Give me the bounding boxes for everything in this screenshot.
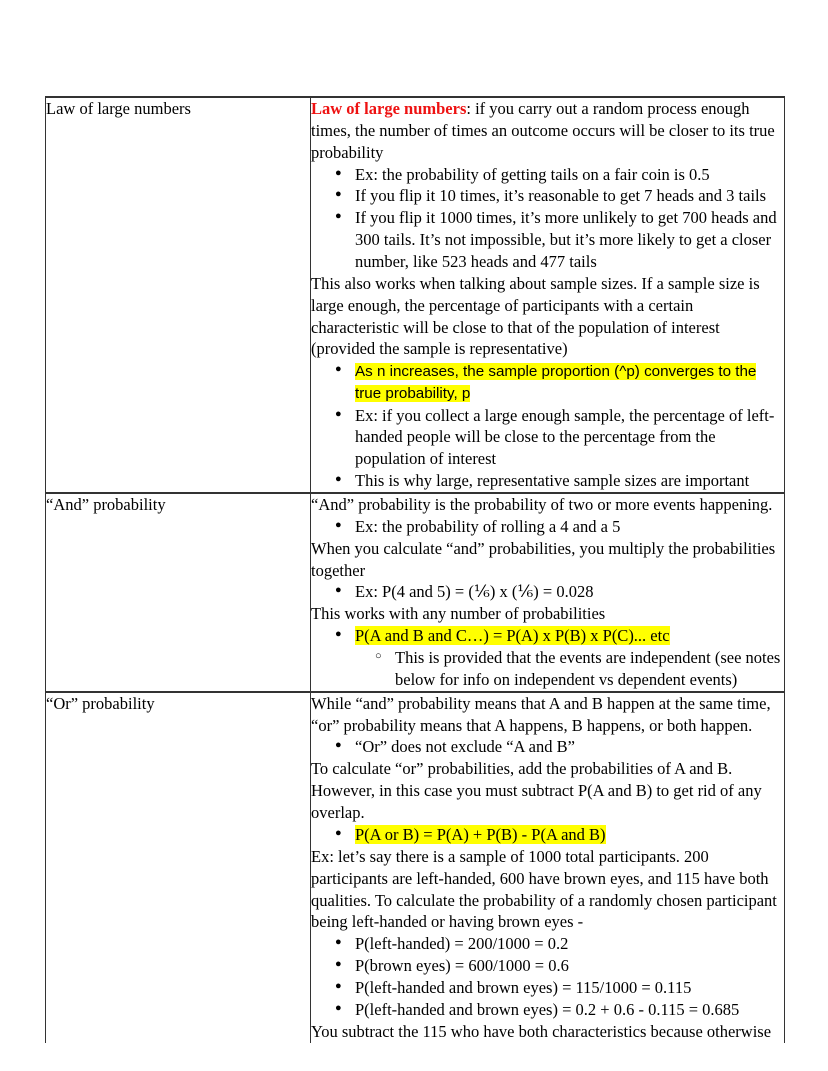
bullet-list-or-calculations	[311, 933, 784, 1020]
list-item: ● P(left-handed and brown eyes) = 115/1000 = 0.115	[355, 977, 784, 999]
bullet-list-independence-note	[355, 647, 784, 691]
bullet-list-or-formula	[311, 824, 784, 846]
term-cell	[46, 692, 311, 1043]
and-multiply-paragraph: When you calculate “and” probabilities, you multiply the probabilities together	[311, 538, 776, 580]
list-item: ● “Or” does not exclude “A and B”	[355, 736, 784, 758]
or-example-paragraph: Ex: let’s say there is a sample of 1000 total participants. 200 participants are left-handed, 600 have brown eyes, and 115 have both qualities. To calculate the probability of a randomly chosen participant being left-handed or having brown eyes -	[311, 846, 777, 932]
bullet-list-and-calculation	[311, 581, 784, 603]
highlight-text-convergence: As n increases, the sample proportion (^p) converges to the true probability, p	[355, 363, 757, 403]
list-item: ○ This is provided that the events are independent (see notes below for info on independent vs dependent events)	[395, 647, 784, 691]
table-row-law-of-large-numbers	[46, 97, 785, 493]
definition-cell	[311, 97, 785, 493]
table-row-and-probability	[46, 493, 785, 692]
list-item: ● If you flip it 1000 times, it’s more unlikely to get 700 heads and 300 tails. It’s not impossible, but it’s more likely to get a closer number, like 523 heads and 477 tails	[355, 207, 784, 273]
bullet-list-or-note	[311, 736, 784, 758]
table-row-or-probability	[46, 692, 785, 1043]
list-item-highlighted	[355, 625, 784, 691]
notes-table	[45, 96, 785, 1043]
definition-cell	[311, 692, 785, 1043]
sample-size-paragraph: This also works when talking about sample sizes. If a sample size is large enough, the percentage of participants with a certain characteristic will be close to that of the population of interest (provided the sample is representative)	[311, 273, 760, 359]
definition-text: : if you carry out a random process enough times, the number of times an outcome occurs will be closer to its true probability	[311, 99, 775, 162]
list-item-highlighted	[355, 360, 784, 404]
list-item: ● P(left-handed and brown eyes) = 0.2 + 0.6 - 0.115 = 0.685	[355, 999, 784, 1021]
bullet-list-and-formula	[311, 625, 784, 691]
list-item: ● Ex: if you collect a large enough sample, the percentage of left-handed people will be close to the percentage from the population of interest	[355, 405, 784, 471]
list-item: ● If you flip it 10 times, it’s reasonable to get 7 heads and 3 tails	[355, 185, 784, 207]
term-label-and-probability: “And” probability	[46, 495, 166, 515]
list-item: ● This is why large, representative sample sizes are important	[355, 470, 784, 492]
definition-cell	[311, 493, 785, 692]
bullet-list-examples	[311, 164, 784, 273]
and-definition-paragraph: “And” probability is the probability of two or more events happening.	[311, 495, 773, 515]
list-item: ● Ex: the probability of rolling a 4 and a 5	[355, 516, 784, 538]
highlight-formula-or: P(A or B) = P(A) + P(B) - P(A and B)	[355, 824, 606, 844]
highlight-formula-and: P(A and B and C…) = P(A) x P(B) x P(C)... etc	[355, 626, 670, 646]
and-any-number-paragraph: This works with any number of probabilities	[311, 604, 606, 624]
list-item: ● Ex: P(4 and 5) = (⅙) x (⅙) = 0.028	[355, 581, 784, 603]
term-label-or-probability: “Or” probability	[46, 693, 155, 713]
or-subtract-paragraph: You subtract the 115 who have both characteristics because otherwise	[311, 1021, 772, 1041]
or-calculate-paragraph: To calculate “or” probabilities, add the probabilities of A and B. However, in this case you must subtract P(A and B) to get rid of any overlap.	[311, 759, 762, 823]
term-cell	[46, 97, 311, 493]
term-lead-in-red: Law of large numbers	[311, 99, 467, 118]
list-item: ● P(left-handed) = 200/1000 = 0.2	[355, 933, 784, 955]
definition-paragraph	[311, 98, 784, 164]
bullet-list-convergence	[311, 360, 784, 492]
list-item: ● Ex: the probability of getting tails on a fair coin is 0.5	[355, 164, 784, 186]
list-item: ● P(brown eyes) = 600/1000 = 0.6	[355, 955, 784, 977]
bullet-list-and-example	[311, 516, 784, 538]
list-item-highlighted	[355, 824, 784, 846]
term-label-law-of-large-numbers: Law of large numbers	[46, 99, 191, 118]
term-cell	[46, 493, 311, 692]
or-definition-paragraph: While “and” probability means that A and B happen at the same time, “or” probability means that A happens, B happens, or both happen.	[311, 693, 771, 735]
